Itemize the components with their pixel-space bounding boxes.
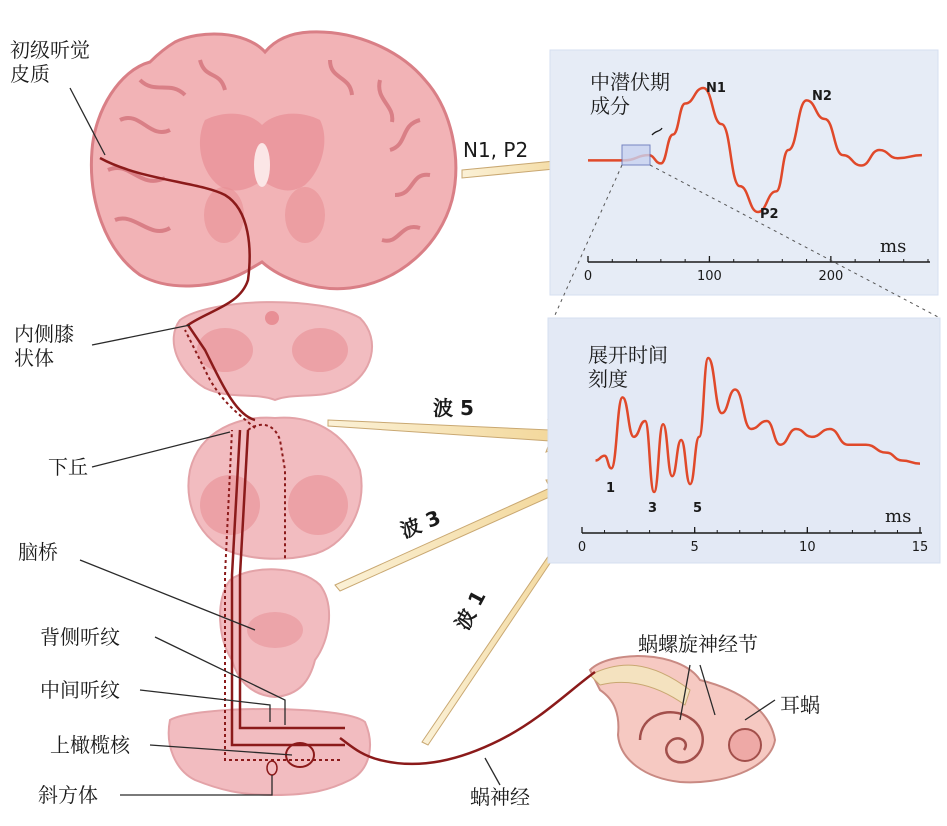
leader-cochlear-nerve (485, 758, 500, 785)
label-primary-auditory-cortex (10, 38, 90, 86)
label-medial-geniculate (14, 322, 74, 370)
label-cortex-line-2: 皮质 (10, 62, 50, 86)
label-spiral-ganglion: 蜗螺旋神经节 (638, 632, 758, 656)
brain-coronal-section (91, 32, 455, 289)
bottom-unit: ms (885, 506, 912, 527)
x-tick-label: 0 (583, 269, 593, 284)
cochlea-turn (729, 729, 761, 761)
label-dorsal-stria: 背侧听纹 (40, 625, 120, 649)
label-cochlear-nerve: 蜗神经 (470, 785, 530, 809)
pons-section (220, 569, 329, 697)
x-tick-label: 15 (911, 540, 929, 555)
wave-5-label: 5 (693, 501, 703, 516)
label-arrow-n1p2: N1, P2 (463, 138, 529, 162)
top-chart-title (590, 70, 670, 118)
x-tick-label: 5 (690, 540, 699, 555)
top-unit: ms (880, 236, 907, 257)
label-arrow-wave3: 波 3 (396, 505, 444, 543)
x-tick-label: 0 (577, 540, 587, 555)
x-tick-label: 10 (799, 540, 816, 555)
label-mgn-line-1: 内侧膝 (14, 322, 74, 346)
bottom-chart-title-line-1: 展开时间 (588, 343, 668, 367)
label-arrow-wave5: 波 5 (433, 396, 474, 420)
top-chart-title-line-2: 成分 (590, 94, 630, 118)
ic-right (288, 475, 348, 535)
peak-n2: N2 (812, 89, 832, 104)
wave-1-label: 1 (606, 481, 616, 496)
label-superior-olive: 上橄榄核 (50, 733, 130, 757)
x-tick-label: 100 (697, 269, 722, 284)
label-inferior-colliculus: 下丘 (48, 455, 88, 479)
peak-p2: P2 (760, 207, 779, 222)
zoom-window (622, 145, 650, 165)
peak-n1: N1 (706, 81, 726, 96)
arrow-wave5 (328, 420, 578, 452)
x-tick-label: 200 (818, 269, 844, 284)
inferior-colliculus-section (188, 418, 361, 559)
brain-ventricle (254, 143, 270, 187)
wave-3-label: 3 (648, 501, 658, 516)
bottom-chart-title (588, 343, 668, 391)
pons-core (247, 612, 303, 648)
label-arrow-wave1: 波 1 (450, 586, 491, 634)
aqueduct (265, 311, 279, 325)
top-chart-title-line-1: 中潜伏期 (590, 70, 670, 94)
label-mgn-line-2: 状体 (14, 346, 54, 370)
label-pons: 脑桥 (18, 540, 58, 564)
label-intermediate-stria: 中间听纹 (40, 678, 120, 702)
bottom-chart-title-line-2: 刻度 (588, 367, 628, 391)
label-trapezoid-body: 斜方体 (38, 783, 98, 807)
label-cochlea: 耳蜗 (780, 693, 820, 717)
mgn-right (292, 328, 348, 372)
brain-temporal-right (285, 187, 325, 243)
label-cortex-line-1: 初级听觉 (10, 38, 90, 62)
